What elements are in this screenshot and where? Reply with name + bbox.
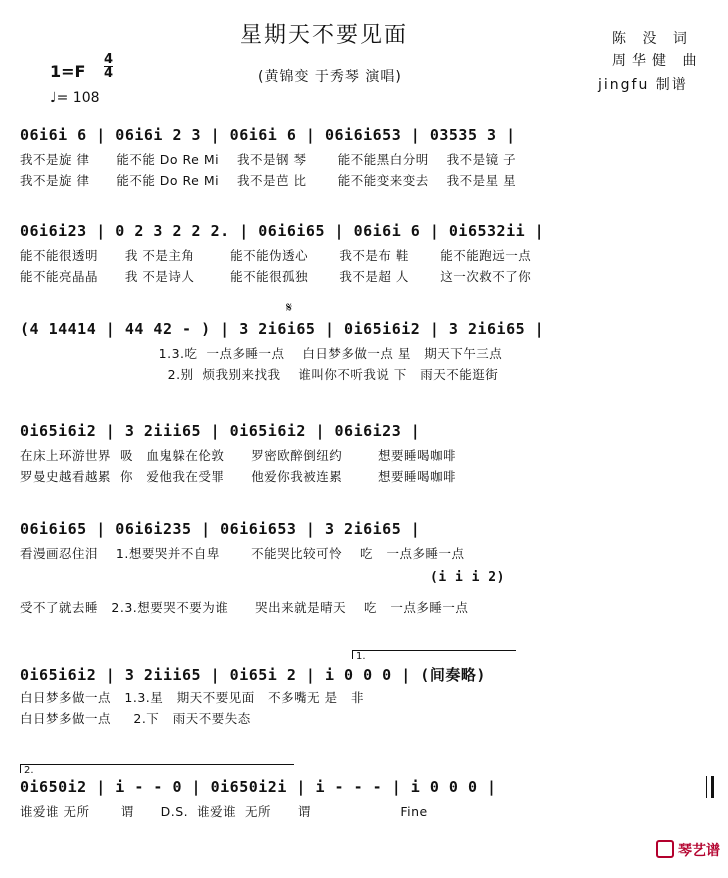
lyric-verse-1: 我不是旋 律 能不能 Do Re Mi 我不是钢 琴 能不能黑白分明 我不是镜 子 — [20, 152, 517, 167]
tempo-marking: ♩= 108 — [50, 90, 100, 106]
site-logo — [656, 840, 720, 860]
performers: (黄锦变 于秀琴 演唱) — [258, 69, 402, 85]
lyric-verse-2: 我不是旋 律 能不能 Do Re Mi 我不是芭 比 能不能变来变去 我不是星 星 — [20, 173, 517, 188]
lyric-verse-1: 1.3.吃 一点多睡一点 白日梦多做一点 星 期天下午三点 — [20, 346, 503, 361]
notation-line: 0i65i6i2 | 3 2iii65 | 0i65i 2 | i 0 0 0 | (间奏略) — [20, 666, 486, 684]
volta-label: 2. — [24, 765, 34, 776]
score-row-2 — [20, 222, 710, 322]
volta-label: 1. — [356, 651, 366, 662]
first-ending-bracket — [352, 650, 516, 662]
song-title: 星期天不要见面 — [240, 23, 409, 48]
lyric-verse-2: 受不了就去睡 2.3.想要哭不要为谁 哭出来就是晴天 吃 一点多睡一点 — [20, 600, 469, 615]
score-row-6 — [20, 651, 710, 764]
score-row-7 — [20, 765, 710, 878]
time-signature — [104, 53, 113, 80]
composer-credit: 周华健 曲 — [612, 53, 703, 69]
notation-line: 0i65i6i2 | 3 2iii65 | 0i65i6i2 | 06i6i23 | — [20, 422, 421, 440]
lyric-verse-1: 看漫画忍住泪 1.想要哭并不自卑 不能哭比较可怜 吃 一点多睡一点 — [20, 546, 465, 561]
lyric-verse-2: 白日梦多做一点 2.下 雨天不要失态 — [20, 711, 251, 726]
final-barline — [706, 776, 714, 798]
alternate-notes: (i i i 2) — [430, 570, 505, 585]
key-signature: 1=F — [50, 62, 86, 81]
notation-line: 06i6i23 | 0 2 3 2 2 2. | 06i6i65 | 06i6i 6 | 0i6532ii | — [20, 222, 545, 240]
second-ending-bracket — [20, 764, 294, 776]
segno-sign: 𝄋 — [286, 300, 293, 316]
lyric-verse-1: 在床上环游世界 吸 血鬼躲在伦敦 罗密欧醉倒纽约 想要睡喝咖啡 — [20, 448, 456, 463]
time-sig-bottom: 4 — [104, 66, 114, 81]
score-row-5 — [20, 520, 710, 620]
lyric-verse-2: 能不能亮晶晶 我 不是诗人 能不能很孤独 我不是超 人 这一次救不了你 — [20, 269, 532, 284]
lyricist-credit: 陈 没 词 — [612, 31, 693, 47]
lyric-verse-1: 能不能很透明 我 不是主角 能不能伪透心 我不是布 鞋 能不能跑远一点 — [20, 248, 532, 263]
arranger-credit: jingfu 制谱 — [598, 77, 688, 93]
notation-line: 06i6i 6 | 06i6i 2 3 | 06i6i 6 | 06i6i653 | 03535 3 | — [20, 126, 516, 144]
score-row-1 — [20, 126, 710, 226]
lyric-verse-2: 2.别 烦我别来找我 谁叫你不听我说 下 雨天不能逛街 — [20, 367, 499, 382]
logo-text: 琴艺谱 — [678, 843, 720, 859]
notation-line: 06i6i65 | 06i6i235 | 06i6i653 | 3 2i6i65 | — [20, 520, 421, 538]
lyric-verse-2: 罗曼史越看越累 你 爱他我在受罪 他爱你我被连累 想要睡喝咖啡 — [20, 469, 456, 484]
logo-mark-icon — [656, 840, 674, 858]
notation-line: (4 14414 | 44 42 - ) | 3 2i6i65 | 0i65i6i2 | 3 2i6i65 | — [20, 320, 545, 338]
time-sig-top: 4 — [104, 52, 114, 67]
notation-line: 0i650i2 | i - - 0 | 0i650i2i | i - - - | i 0 0 0 | — [20, 778, 497, 796]
score-row-3 — [20, 300, 710, 420]
score-row-4 — [20, 422, 710, 522]
lyric-verse-1: 白日梦多做一点 1.3.星 期天不要见面 不多嘴无 是 非 — [20, 690, 365, 705]
lyric-verse-1: 谁爱谁 无所 谓 D.S. 谁爱谁 无所 谓 Fine — [20, 804, 428, 819]
